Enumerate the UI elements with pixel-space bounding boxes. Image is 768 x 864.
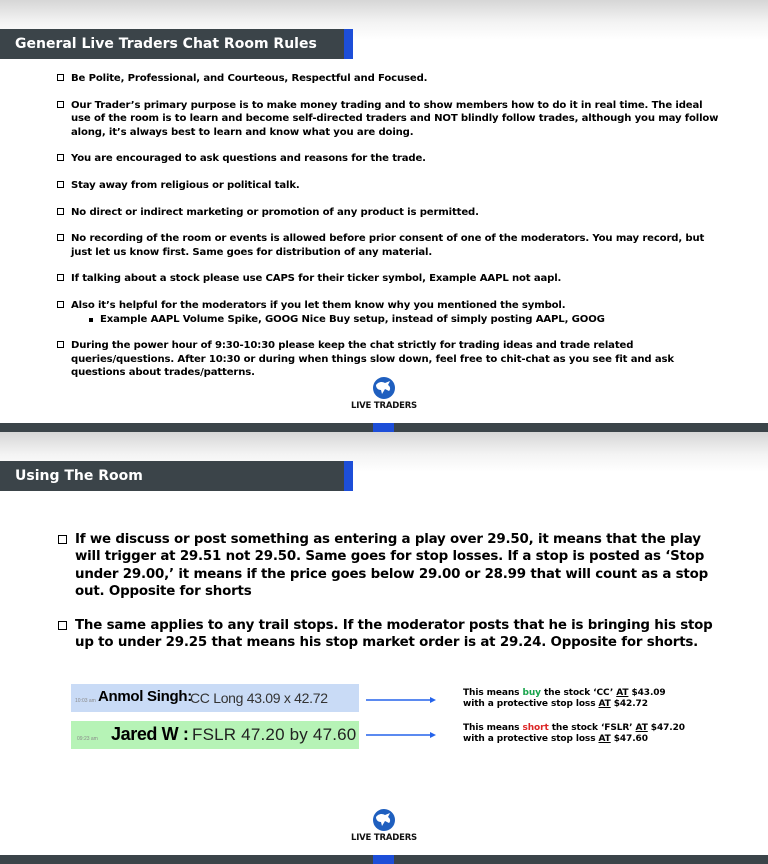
rule-text: Also it’s helpful for the moderators if you let them know why you mentioned the symbol. (71, 300, 566, 312)
checkbox-bullet-icon (57, 234, 64, 241)
chat-example-buy (71, 684, 359, 712)
title-accent (344, 461, 353, 491)
right-arrow-icon (366, 731, 436, 739)
item-text: The same applies to any trail stops. If the moderator posts that he is bringing his stop up to under 29.25 that means his stop market order is at 29.24. Opposite for shorts. (75, 618, 713, 651)
right-arrow-icon (366, 696, 436, 704)
live-traders-logo (344, 808, 424, 848)
checkbox-bullet-icon (58, 535, 67, 544)
list-item (57, 339, 719, 379)
checkbox-bullet-icon (57, 301, 64, 308)
footer-accent (373, 855, 394, 864)
title-bar (0, 29, 353, 59)
action-word-short: short (522, 723, 549, 733)
bull-logo-icon (372, 808, 396, 832)
explanation-line-1: This means buy the stock ‘CC’ AT $43.09 (463, 688, 666, 698)
list-item (58, 531, 718, 600)
chat-message: CC Long 43.09 x 42.72 (190, 690, 328, 706)
checkbox-bullet-icon (57, 274, 64, 281)
rule-text: Stay away from religious or political talk. (71, 179, 300, 191)
bull-logo-icon (372, 376, 396, 400)
list-item (57, 99, 719, 139)
list-item (57, 152, 719, 165)
explanation-buy (463, 688, 723, 710)
chat-message: FSLR 47.20 by 47.60 (192, 725, 357, 744)
rule-text: You are encouraged to ask questions and reasons for the trade. (71, 153, 426, 165)
list-item (57, 232, 719, 259)
list-item (57, 272, 719, 285)
checkbox-bullet-icon (57, 181, 64, 188)
slide-using-the-room (0, 432, 768, 864)
logo-text: LIVE TRADERS (351, 401, 417, 411)
chat-username: Anmol Singh: (98, 688, 192, 705)
item-text: If we discuss or post something as entering a play over 29.50, it means that the play will trigger at 29.51 not 29.50. Same goes for stop losses. If a stop is posted as ‘Stop under 29.00,’ it means if the price goes below 29.00 or 28.99 that will count as a stop out. Opposite for shorts (75, 532, 709, 599)
checkbox-bullet-icon (57, 101, 64, 108)
slide-title: Using The Room (15, 468, 143, 484)
checkbox-bullet-icon (57, 154, 64, 161)
footer-bar (0, 855, 768, 864)
list-item (58, 617, 718, 652)
checkbox-bullet-icon (57, 74, 64, 81)
rule-text: If talking about a stock please use CAPS for their ticker symbol, Example AAPL not aapl. (71, 273, 562, 285)
sub-list (71, 313, 719, 326)
room-usage-list (58, 531, 718, 669)
rule-text: No direct or indirect marketing or promotion of any product is permitted. (71, 206, 479, 218)
sub-list-item: Example AAPL Volume Spike, GOOG Nice Buy setup, instead of simply posting AAPL, GOOG (89, 313, 719, 326)
footer-accent (373, 423, 394, 432)
explanation-short (463, 723, 723, 745)
rule-text: Our Trader’s primary purpose is to make money trading and to show members how to do it in real time. The ideal use of the room is to learn and become self-directed traders and NOT blindly follow trades, although you may follow along, it’s always best to learn and know what you are doing. (71, 99, 719, 138)
checkbox-bullet-icon (57, 208, 64, 215)
list-item (57, 206, 719, 219)
list-item (57, 179, 719, 192)
title-accent (344, 29, 353, 59)
slide-title: General Live Traders Chat Room Rules (15, 36, 317, 52)
title-bar (0, 461, 353, 491)
logo-text: LIVE TRADERS (351, 833, 417, 843)
chat-timestamp: 10:03 am (75, 698, 96, 704)
checkbox-bullet-icon (57, 341, 64, 348)
footer-bar (0, 423, 768, 432)
action-word-buy: buy (522, 688, 541, 698)
chat-username: Jared W : (111, 724, 189, 744)
rule-text: Be Polite, Professional, and Courteous, Respectful and Focused. (71, 73, 428, 84)
rule-text: During the power hour of 9:30-10:30 please keep the chat strictly for trading ideas and trade related queries/questions. After 10:30 or during when things slow down, feel free to chit-chat as you see fit and ask questions about trades/patterns. (71, 340, 674, 379)
rule-text: No recording of the room or events is allowed before prior consent of one of the moderators. You may record, but just let us know first. Same goes for distribution of any material. (71, 233, 705, 258)
list-item (57, 299, 719, 326)
rules-list (57, 72, 719, 393)
chat-example-short (71, 721, 359, 749)
list-item (57, 72, 719, 85)
explanation-line-2: with a protective stop loss AT $47.60 (463, 734, 648, 744)
chat-timestamp: 09:23 am (77, 736, 98, 742)
explanation-line-1: This means short the stock ‘FSLR’ AT $47.20 (463, 723, 685, 733)
checkbox-bullet-icon (58, 621, 67, 630)
live-traders-logo (344, 376, 424, 416)
explanation-line-2: with a protective stop loss AT $42.72 (463, 699, 648, 709)
